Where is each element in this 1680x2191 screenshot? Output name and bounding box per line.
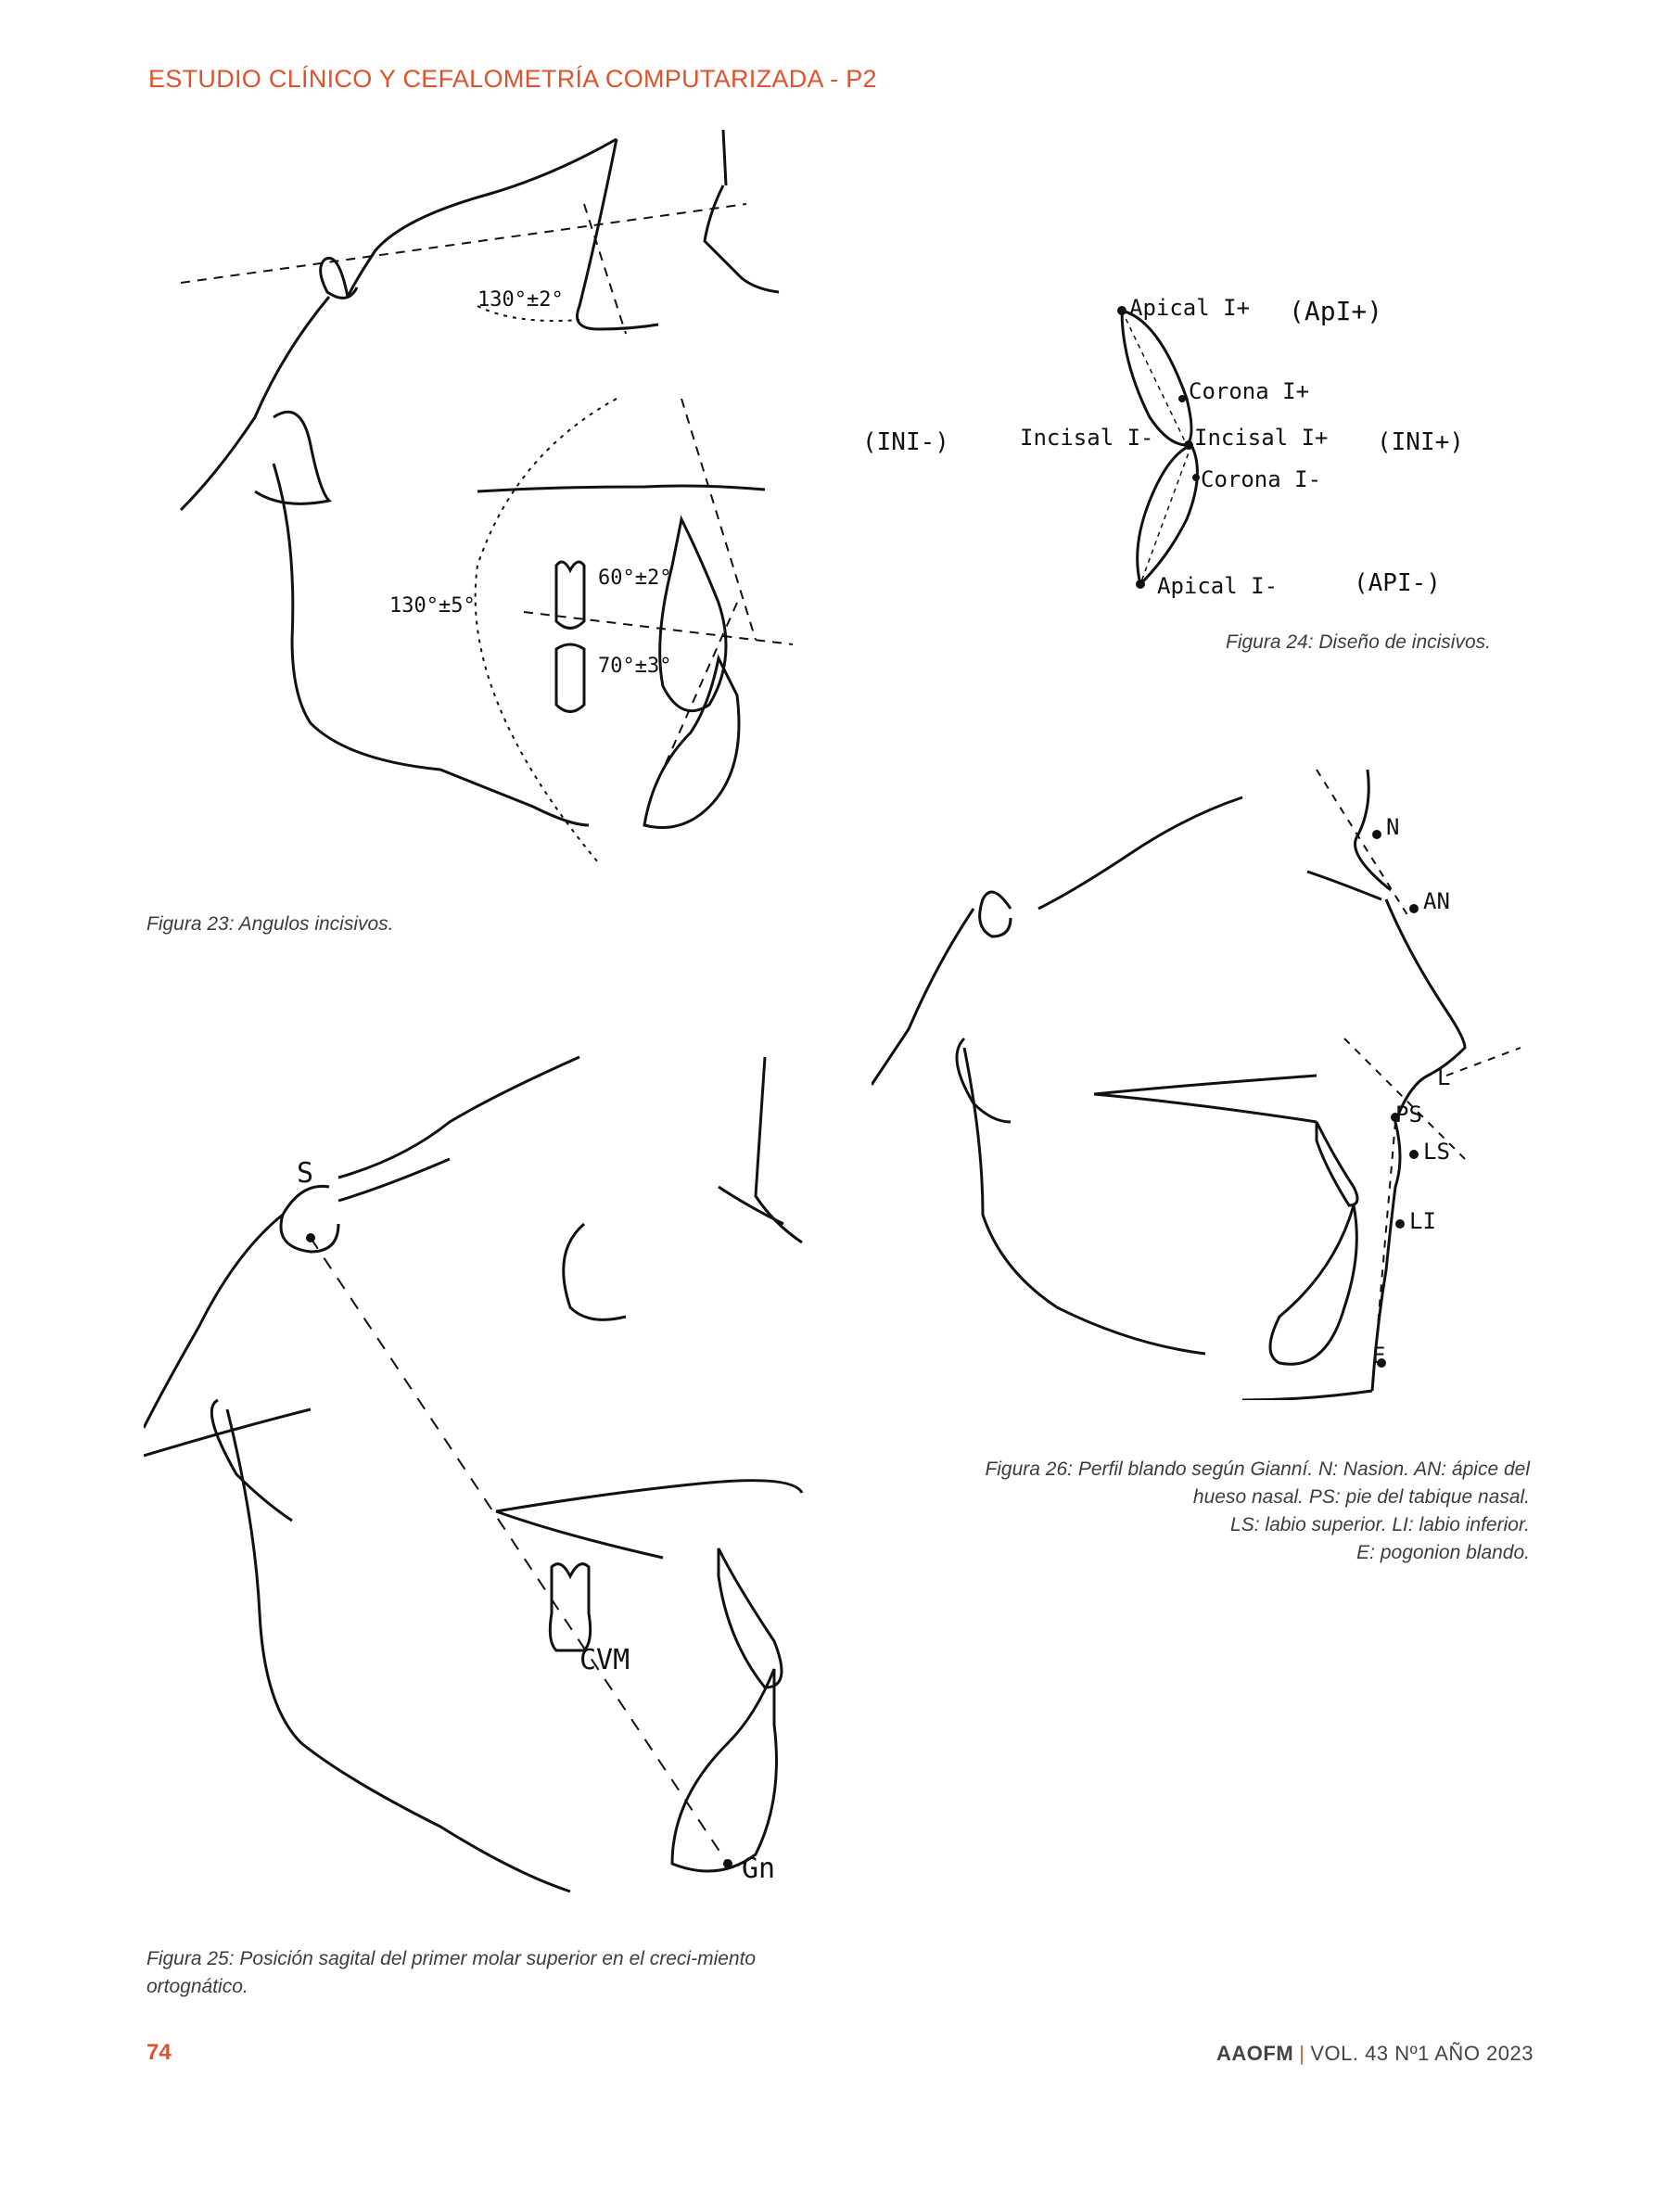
mandible-outline (227, 1409, 570, 1892)
figure-26-caption-line: LS: labio superior. LI: labio inferior. (1230, 1514, 1530, 1535)
label-cvm: CVM (579, 1644, 630, 1676)
point-corona-inf (1192, 474, 1200, 481)
lower-incisor-axis (1140, 445, 1191, 584)
ramus (255, 412, 329, 503)
label-an: AN (1423, 888, 1450, 914)
figure-23-labels (389, 288, 671, 678)
footer-separator: | (1299, 2042, 1305, 2065)
figure-24-drawing (844, 278, 1530, 612)
point-corona-sup (1178, 395, 1186, 402)
figure-26-caption-line: Figura 26: Perfil blando según Gianní. N: Nasion. AN: ápice del (985, 1459, 1530, 1480)
point-apical-inf (1136, 580, 1145, 589)
journal-info (1216, 2042, 1534, 2066)
nose-tip (705, 185, 779, 292)
s-gn-line (311, 1238, 728, 1864)
figure-26 (872, 751, 1539, 1400)
upper-incisor (1317, 1122, 1357, 1205)
upper-incisor (719, 1548, 782, 1688)
figure-25-drawing (144, 1038, 830, 1929)
cranial-base (872, 909, 974, 1085)
point-n (1372, 830, 1381, 839)
label-angle-upper: 60°±2° (598, 567, 672, 590)
point-an (1409, 904, 1419, 913)
label-gn: Gn (742, 1853, 776, 1885)
palatal-plane (477, 486, 765, 491)
chin-base (1242, 1391, 1372, 1400)
cranial-base (144, 1215, 283, 1428)
figure-26-drawing (872, 751, 1539, 1400)
figure-25-labels (297, 1157, 775, 1885)
palatal-plane (1094, 1076, 1317, 1094)
posterior-line (144, 1409, 311, 1456)
label-incisal-sup-abbr: (INI+) (1377, 428, 1464, 456)
point-gn (723, 1859, 732, 1868)
page-number: 74 (146, 2040, 172, 2065)
label-angle-top: 130°±2° (477, 288, 564, 312)
journal-name: AAOFM (1216, 2042, 1294, 2065)
soft-nasal (1307, 872, 1381, 899)
point-ls (1409, 1150, 1419, 1159)
label-apical-sup: Apical I+ (1129, 295, 1251, 321)
figure-24-caption: Figura 24: Diseño de incisivos. (1226, 631, 1491, 653)
cranial-curve (564, 1224, 626, 1319)
figure-24 (844, 278, 1530, 612)
frontal-outline (348, 139, 617, 297)
label-l: L (1437, 1064, 1451, 1090)
molar-lower (556, 644, 584, 712)
frontal-outline (338, 1057, 579, 1178)
label-e: E (1372, 1343, 1386, 1369)
cranial-base-outline (578, 139, 659, 329)
label-ls: LS (1423, 1139, 1450, 1165)
sn-line (181, 204, 746, 283)
label-apical-inf-abbr: (API-) (1354, 569, 1441, 597)
label-s: S (297, 1157, 314, 1190)
clivus (181, 297, 329, 510)
label-incisal-inf-abbr: (INI-) (862, 428, 949, 456)
lower-incisor-outline (1138, 445, 1198, 584)
lower-incisor (1270, 1205, 1356, 1364)
figure-26-caption-line: E: pogonion blando. (1356, 1542, 1530, 1563)
nasal-bridge (723, 130, 726, 185)
palatal-lower (496, 1511, 663, 1558)
label-incisal-sup: Incisal I+ (1194, 425, 1329, 451)
label-apical-sup-abbr: (ApI+) (1289, 296, 1383, 326)
vertical-line (584, 204, 626, 334)
sella-link (338, 1159, 450, 1201)
label-li: LI (1409, 1208, 1436, 1234)
point-s (306, 1233, 315, 1242)
label-corona-sup: Corona I+ (1189, 378, 1310, 404)
mandible-outline (274, 464, 589, 825)
palatal-plane (496, 1481, 802, 1511)
lower-incisor (644, 658, 739, 828)
figure-25-caption: Figura 25: Posición sagital del primer molar superior en el creci-miento ortognático. (146, 1948, 757, 1997)
nose-perpendicular (1446, 1048, 1521, 1076)
figure-26-caption-line: hueso nasal. PS: pie del tabique nasal. (1192, 1486, 1530, 1508)
label-corona-inf: Corona I- (1201, 466, 1322, 492)
figure-23-caption: Figura 23: Angulos incisivos. (146, 913, 394, 935)
point-apical-sup (1117, 306, 1126, 315)
sella-turcica (980, 892, 1011, 936)
point-li (1395, 1219, 1405, 1229)
figure-23 (162, 121, 830, 899)
label-apical-inf: Apical I- (1157, 573, 1279, 599)
upper-incisor (660, 519, 726, 711)
figure-24-labels (862, 295, 1464, 599)
journal-volume: VOL. 43 Nº1 AÑO 2023 (1310, 2042, 1534, 2065)
frontal-outline (1038, 797, 1242, 909)
soft-reference-line (1317, 770, 1409, 918)
mandible-outline (964, 1048, 1205, 1354)
figure-26-caption (890, 1456, 1530, 1567)
label-n: N (1386, 814, 1400, 840)
running-header: ESTUDIO CLÍNICO Y CEFALOMETRÍA COMPUTARIZADA - P2 (148, 65, 877, 93)
palatal-lower (1094, 1094, 1317, 1122)
lower-incisor (672, 1669, 777, 1871)
figure-25 (144, 1038, 830, 1929)
figure-23-drawing (162, 121, 830, 899)
label-angle-left: 130°±5° (389, 594, 476, 618)
nasal-tip (719, 1187, 783, 1224)
point-incisal (1184, 440, 1193, 450)
label-incisal-inf: Incisal I- (1020, 425, 1154, 451)
label-ps: PS (1395, 1102, 1422, 1127)
label-angle-lower: 70°±3° (598, 655, 672, 678)
